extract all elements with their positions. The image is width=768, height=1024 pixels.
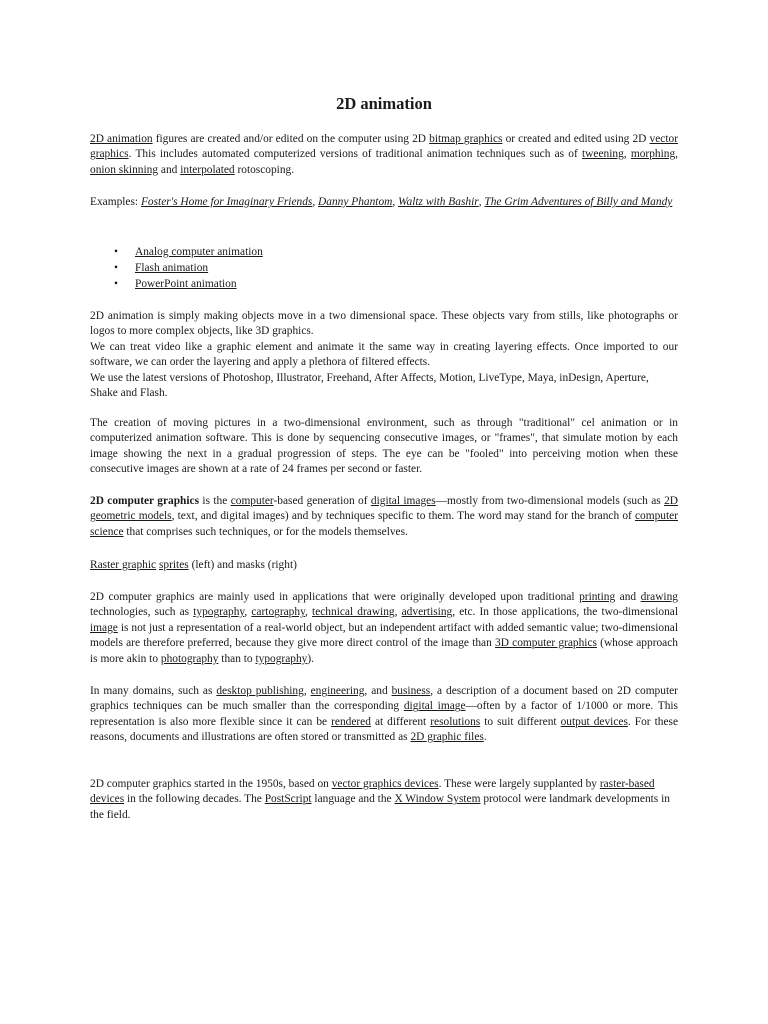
paragraph-applications: 2D computer graphics are mainly used in applications that were originally developed upon traditional printing and drawing technologies, such as typography, cartography, technical drawing, advertising, etc. In those applications, the two-dimensional image is not just a representation of a real-world object, but an independent artifact with added semantic value; two-dimensional models are therefore preferred, because they give more direct control of the image than 3D computer graphics (whose approach is more akin to photography than to typography). xyxy=(90,591,678,665)
link-digital-image[interactable]: digital image xyxy=(403,700,466,713)
link-technical-drawing[interactable]: technical drawing xyxy=(312,606,395,619)
link-rendered[interactable]: rendered xyxy=(331,715,371,728)
link-typography[interactable]: typography xyxy=(193,606,245,619)
link-onion-skinning[interactable]: onion skinning xyxy=(90,163,159,176)
link-grim-adventures[interactable]: The Grim Adventures of Billy and Mandy xyxy=(484,196,673,208)
link-postscript[interactable]: PostScript xyxy=(264,793,312,806)
link-analog-computer-animation[interactable]: Analog computer animation xyxy=(135,246,263,258)
link-raster-graphic[interactable]: Raster graphic xyxy=(90,559,157,571)
link-fosters-home[interactable]: Foster's Home for Imaginary Friends xyxy=(140,196,313,208)
link-engineering[interactable]: engineering xyxy=(310,685,365,697)
link-photography[interactable]: photography xyxy=(160,652,219,665)
paragraph-raster-caption: Raster graphic sprites (left) and masks (right) xyxy=(90,559,297,571)
link-computer-science[interactable]: computer science xyxy=(90,510,678,538)
link-morphing[interactable]: morphing xyxy=(630,148,676,161)
link-raster-based-devices[interactable]: raster-based devices xyxy=(90,778,655,806)
link-image[interactable]: image xyxy=(90,621,118,634)
link-computer[interactable]: computer xyxy=(230,495,274,507)
bullet-icon: • xyxy=(114,262,118,274)
paragraph-history: 2D computer graphics started in the 1950s, based on vector graphics devices. These were largely supplanted by raster-based devices in the following decades. The PostScript language and the X Window System protocol were landmark developments in the field. xyxy=(90,778,670,821)
link-powerpoint-animation[interactable]: PowerPoint animation xyxy=(135,278,237,290)
paragraph-intro: 2D animation figures are created and/or edited on the computer using 2D bitmap graphics or created and edited using 2D vector graphics. This includes automated computerized versions of traditional animation techniques such as of tweening, morphing, onion skinning and interpolated rotoscoping. xyxy=(90,133,678,176)
link-desktop-publishing[interactable]: desktop publishing xyxy=(216,685,304,697)
link-2d-geometric-models[interactable]: 2D geometric models xyxy=(90,495,678,523)
link-business[interactable]: business xyxy=(391,685,431,697)
link-waltz-with-bashir[interactable]: Waltz with Bashir xyxy=(398,196,479,208)
bullet-icon: • xyxy=(114,246,118,258)
paragraph-moving-pictures: The creation of moving pictures in a two-dimensional environment, such as through "traditional" cel animation or in computerized animation software. This is done by sequencing consecutive images, or "frames", that simulate motion by each image showing the next in a gradual progression of steps. The eye can be "fooled" into perceiving motion when these consecutive images are shown at a rate of 24 frames per second or faster. xyxy=(90,417,678,476)
page-title: 2D animation xyxy=(336,94,432,113)
bullet-list xyxy=(90,244,263,292)
list-item xyxy=(90,276,263,292)
link-x-window-system[interactable]: X Window System xyxy=(394,793,481,806)
link-vector-graphics-devices[interactable]: vector graphics devices xyxy=(331,778,439,790)
link-advertising[interactable]: advertising xyxy=(401,606,453,619)
link-cartography[interactable]: cartography xyxy=(251,606,306,619)
paragraph-2d-animation-description xyxy=(90,309,678,401)
list-item xyxy=(90,244,263,260)
link-digital-images[interactable]: digital images xyxy=(370,495,436,507)
link-flash-animation[interactable]: Flash animation xyxy=(135,262,209,274)
link-bitmap-graphics[interactable]: bitmap graphics xyxy=(429,133,503,145)
link-danny-phantom[interactable]: Danny Phantom xyxy=(318,196,393,208)
link-sprites[interactable]: sprites xyxy=(158,559,189,571)
text-line: We can treat video like a graphic element and animate it the same way in creating layering effects. Once imported to our software, we can order the layering and apply a plethora of filtered effects. xyxy=(90,340,678,369)
link-vector-graphics[interactable]: vector graphics xyxy=(90,133,678,161)
link-interpolated[interactable]: interpolated xyxy=(180,163,235,176)
link-output-devices[interactable]: output devices xyxy=(560,715,628,728)
link-resolutions[interactable]: resolutions xyxy=(430,715,481,728)
paragraph-domains: In many domains, such as desktop publishing, engineering, and business, a description of a document based on 2D computer graphics techniques can be much smaller than the corresponding digital image—often by a factor of 1/1000 or more. This representation is also more flexible since it can be rendered at different resolutions to suit different output devices. For these reasons, documents and illustrations are often stored or transmitted as 2D graphic files. xyxy=(90,685,678,744)
link-typography-2[interactable]: typography xyxy=(255,652,308,665)
link-3d-computer-graphics[interactable]: 3D computer graphics xyxy=(495,637,597,650)
list-item xyxy=(90,260,263,276)
link-tweening[interactable]: tweening xyxy=(582,148,624,161)
link-drawing[interactable]: drawing xyxy=(640,591,678,603)
text-line: We use the latest versions of Photoshop, Illustrator, Freehand, After Affects, Motion, LiveType, Maya, inDesign, Aperture, Shake and Flash. xyxy=(90,371,649,400)
link-2d-animation[interactable]: 2D animation xyxy=(90,133,153,145)
paragraph-examples: Examples: Foster's Home for Imaginary Friends, Danny Phantom, Waltz with Bashir, The Grim Adventures of Billy and Mandy xyxy=(90,196,673,208)
paragraph-2d-computer-graphics: 2D computer graphics is the computer-based generation of digital images—mostly from two-dimensional models (such as 2D geometric models, text, and digital images) and by techniques specific to them. The word may stand for the branch of computer science that comprises such techniques, or for the models themselves. xyxy=(90,495,678,538)
text-line: 2D animation is simply making objects move in a two dimensional space. These objects vary from stills, like photographs or logos to more complex objects, like 3D graphics. xyxy=(90,310,678,338)
link-printing[interactable]: printing xyxy=(579,591,616,603)
link-2d-graphic-files[interactable]: 2D graphic files xyxy=(410,731,484,744)
bullet-icon: • xyxy=(114,278,118,290)
